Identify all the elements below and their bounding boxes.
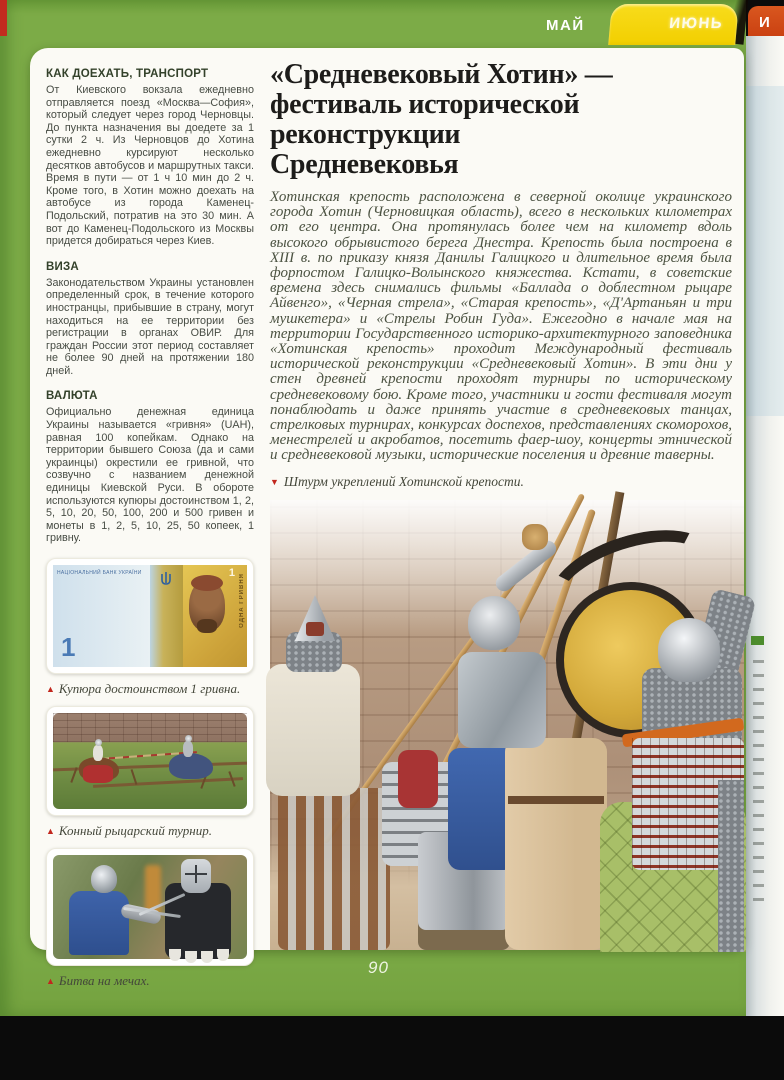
- article-title-line: фестиваль исторической: [270, 89, 580, 120]
- right-knight-polished-helm: [658, 618, 720, 682]
- center-knight-breastplate: [458, 652, 546, 748]
- banknote-portrait: [189, 579, 225, 631]
- banknote-image-frame: [46, 558, 254, 674]
- knight-great-helm: [181, 859, 211, 893]
- right-knight-mail-skirt: [718, 780, 744, 952]
- tab-june-label: ИЮНЬ: [668, 15, 724, 32]
- banknote-middle-band: [150, 565, 183, 667]
- caption-marker-icon: ▲: [46, 976, 55, 986]
- banknote-right-panel: [183, 565, 247, 667]
- sidebar-section-body-currency: Официально денежная единица Украины называется «гривня» (UAH), равная 100 копейкам. Однако на территории бывшего Союза (да и сами украинцы) окрестили ее гривной, что созвучно с названием денежной единицы Киевской Руси. В обороте используются купюры достоинством 1, 2, 5, 10, 20, 50, 100, 200 и 500 гривен и монеты в 1, 2, 5, 10, 25, 50 копеек, 1 гривну.: [46, 406, 254, 545]
- red-edge-mark: [0, 0, 7, 36]
- tab-next-month-partial: [748, 6, 784, 39]
- page-number: 90: [368, 958, 389, 977]
- page-content-card: [30, 48, 744, 988]
- next-page-edge-tint: [746, 86, 784, 416]
- caption-banknote: [46, 681, 254, 697]
- next-page-text-fragments: [753, 660, 764, 910]
- article-title-line: «Средневековый Хотин» —: [270, 59, 613, 90]
- main-photo-caption-text: Штурм укреплений Хотинской крепости.: [283, 473, 524, 489]
- surcoat-dagged-trim: [185, 951, 197, 963]
- joust-rider-left: [93, 745, 103, 761]
- sidebar-section-body-transport: От Киевского вокзала ежедневно отправляется поезд «Москва—София», который следует через город Черновцы. До пункта назначения вы доедете за 1 сутки 2 ч. Из Черновцов до Хотина ежедневно курсируют несколько десятков автобусов и маршрутных такси. Время в пути — от 1 ч 10 мин до 2 ч. Кроме того, в Хотин можно доехать на автобусе из города Каменец-Подольский, потратив на это 30 мин. А вот до Каменец-Подольского из Москвы придется добираться через Киев.: [46, 84, 254, 248]
- surcoat-dagged-trim: [169, 949, 181, 961]
- surcoat-dagged-trim: [201, 951, 213, 963]
- article-title: [270, 60, 732, 180]
- caption-marker-icon: ▲: [46, 684, 55, 694]
- caption-marker-icon: ▲: [46, 826, 55, 836]
- left-knight-face: [306, 622, 324, 636]
- swordfight-photo: [53, 855, 247, 959]
- sidebar-section-title-currency: ВАЛЮТА: [46, 390, 98, 403]
- article-title-line: реконструкции: [270, 119, 461, 150]
- tab-may: МАЙ: [546, 17, 585, 34]
- joust-rider-right: [183, 741, 193, 757]
- main-photo-caption: [270, 474, 732, 490]
- sidebar-section-title-visa: ВИЗА: [46, 260, 79, 273]
- joust-horse-right: [169, 753, 213, 779]
- main-photo-fortress-assault: [270, 500, 744, 950]
- banknote-image: [53, 565, 247, 667]
- joust-wall: [53, 713, 247, 742]
- tryzub-icon: [160, 571, 172, 587]
- center-knight-gauntlet: [522, 524, 548, 550]
- next-page-edge: [746, 36, 784, 1016]
- joust-red-caparison: [83, 765, 113, 783]
- left-knight-splint-legs: [278, 788, 390, 950]
- surcoat-belt: [508, 796, 604, 804]
- article-title-line: Средневековья: [270, 149, 459, 180]
- tan-surcoat: [505, 738, 607, 950]
- joust-photo: [53, 713, 247, 809]
- caption-joust: [46, 823, 254, 839]
- knight-left-helmet: [91, 865, 117, 893]
- joust-photo-frame: [46, 706, 254, 816]
- joust-rail: [93, 777, 243, 788]
- center-knight-bascinet: [468, 596, 520, 650]
- article: [270, 60, 744, 490]
- left-knight-gambeson: [266, 664, 360, 796]
- sidebar-section-body-visa: Законодательством Украины установлен определенный срок, в течение которого иностранцы, прибывшие в страну, могут находиться на ее территории без регистрации в органах ОВИР. Для граждан России этот период составляет не более 90 дней на протяжении 180 дней.: [46, 276, 254, 377]
- caption-marker-icon: ▼: [270, 476, 279, 487]
- surcoat-dagged-trim: [217, 949, 229, 961]
- caption-banknote-text: Купюра достоинством 1 гривна.: [58, 681, 241, 696]
- caption-swordfight-text: Битва на мечах.: [58, 973, 150, 988]
- banknote-currency-label: ОДНА ГРИВНЯ: [238, 573, 245, 628]
- banknote-left-panel: [53, 565, 150, 667]
- sidebar: [46, 68, 254, 989]
- swordfight-photo-frame: [46, 848, 254, 966]
- sidebar-section-title-transport: КАК ДОЕХАТЬ, ТРАНСПОРТ: [46, 68, 209, 80]
- banknote-corner-denomination: 1: [228, 567, 235, 579]
- tab-june: [608, 4, 739, 45]
- banknote-denomination: 1: [61, 632, 76, 662]
- knight-blue-tabard: [69, 891, 129, 955]
- article-lead: Хотинская крепость расположена в северной околице украинского города Хотин (Черновицкая область), всего в нескольких километрах от его центра. Она протянулась более чем на километр вдоль высокого обрывистого берега Днестра. Крепость была построена в XIII в. по приказу князя Данилы Галицкого и длительное время была форпостом Галицко-Волынского княжества. Кстати, в советские времена здесь снимались фильмы «Баллада о доблестном рыцаре Айвенго», «Черная стрела», «Старая крепость», «Д'Артаньян и три мушкетера» и «Стрелы Робин Гуда». Ежегодно в начале мая на территории Государственного историко-архитектурного заповедника «Хотинская крепость» проходит Международный фестиваль исторической реконструкции «Средневековый Хотин». В эти дни у стен древней крепости проходят турниры по историческому средневековому бою. Кроме того, участники и гости фестиваля могут понаблюдать и даже принять участие в средневековых танцах, стрелковых турнирах, конкурсах доспехов, представлениях скоморохов, менестрелей и акробатов, посетить фаер-шоу, концерты этнической и средневековой музыки, исторические поселения и древние таверны.: [270, 189, 732, 464]
- tab-next-label: И: [759, 14, 770, 31]
- red-cloth: [398, 750, 438, 808]
- banknote-bank-name: НАЦІОНАЛЬНИЙ БАНК УКРАЇНИ: [57, 570, 142, 576]
- caption-joust-text: Конный рыцарский турнир.: [58, 823, 212, 838]
- next-page-heading-fragment: [751, 636, 764, 645]
- caption-swordfight: [46, 973, 254, 989]
- knight-black-surcoat: [165, 883, 231, 959]
